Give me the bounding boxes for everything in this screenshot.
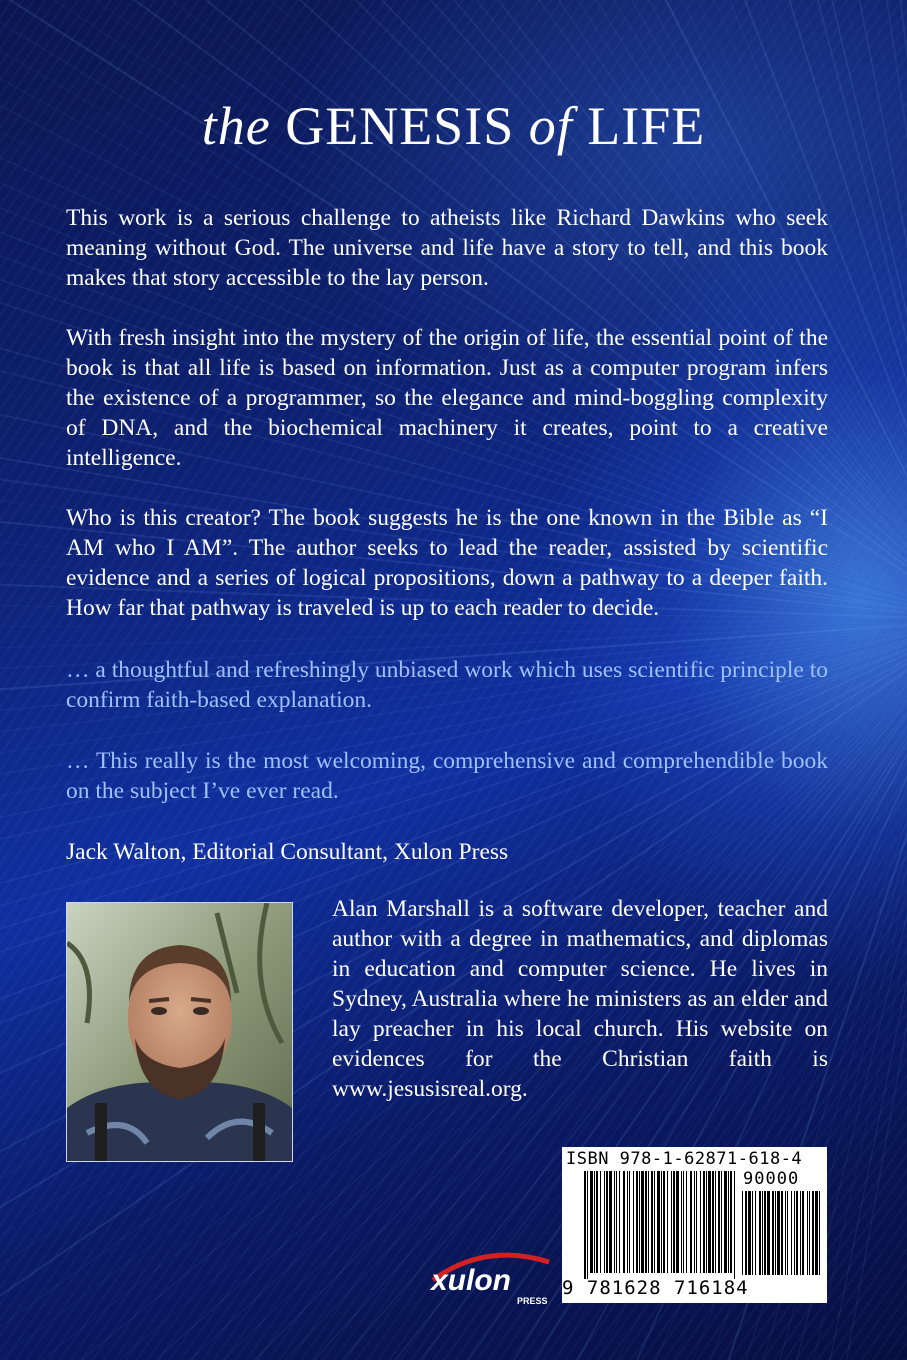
author-bio: Alan Marshall is a software developer, teacher and author with a degree in mathematics, and diplomas in education and computer science. He lives in Sydney, Australia where he ministers as an elder and lay preacher in his local church. His website on evidences for the Christian faith is www.jesusisreal.org. (332, 896, 828, 1102)
blurb-paragraph-2: With fresh insight into the mystery of the origin of life, the essential point of the book is that all life is based on information. Just as a computer program infers the existence of a programmer, so the elegance and mind-boggling complexity of DNA, and the biochemical machinery it creates, point to a creative intelligence. (66, 325, 828, 471)
book-title (0, 95, 907, 157)
title-main-2: LIFE (587, 96, 706, 156)
logo-subtext: PRESS (517, 1296, 548, 1306)
blurb-paragraph-3: Who is this creator? The book suggests he is the one known in the Bible as “I AM who I AM”. The author seeks to lead the reader, assisted by scientific evidence and a series of logical propositions, down a pathway to a deeper faith. How far that pathway is traveled is up to each reader to decide. (66, 505, 828, 621)
quote-attribution: Jack Walton, Editorial Consultant, Xulon Press (66, 839, 509, 865)
isbn-barcode (562, 1147, 827, 1303)
blurb-paragraph-1: This work is a serious challenge to atheists like Richard Dawkins who seek meaning without God. The universe and life have a story to tell, and this book makes that story accessible to the lay person. (66, 205, 828, 291)
logo-wordmark: xulon (431, 1264, 511, 1297)
isbn-number: ISBN 978-1-62871-618-4 (566, 1149, 803, 1169)
author-photo (66, 902, 293, 1162)
title-prefix: the (201, 96, 271, 156)
title-main-1: GENESIS (285, 96, 515, 156)
title-middle: of (528, 96, 573, 156)
review-quote-2: … This really is the most welcoming, comprehensive and comprehendible book on the subject I’ve ever read. (66, 748, 828, 804)
price-code: 90000 (743, 1169, 800, 1189)
review-quote-1: … a thoughtful and refreshingly unbiased work which uses scientific principle to confirm faith-based explanation. (66, 657, 828, 713)
publisher-logo (425, 1250, 557, 1308)
barcode-digits: 9 781628 716184 (562, 1277, 749, 1299)
